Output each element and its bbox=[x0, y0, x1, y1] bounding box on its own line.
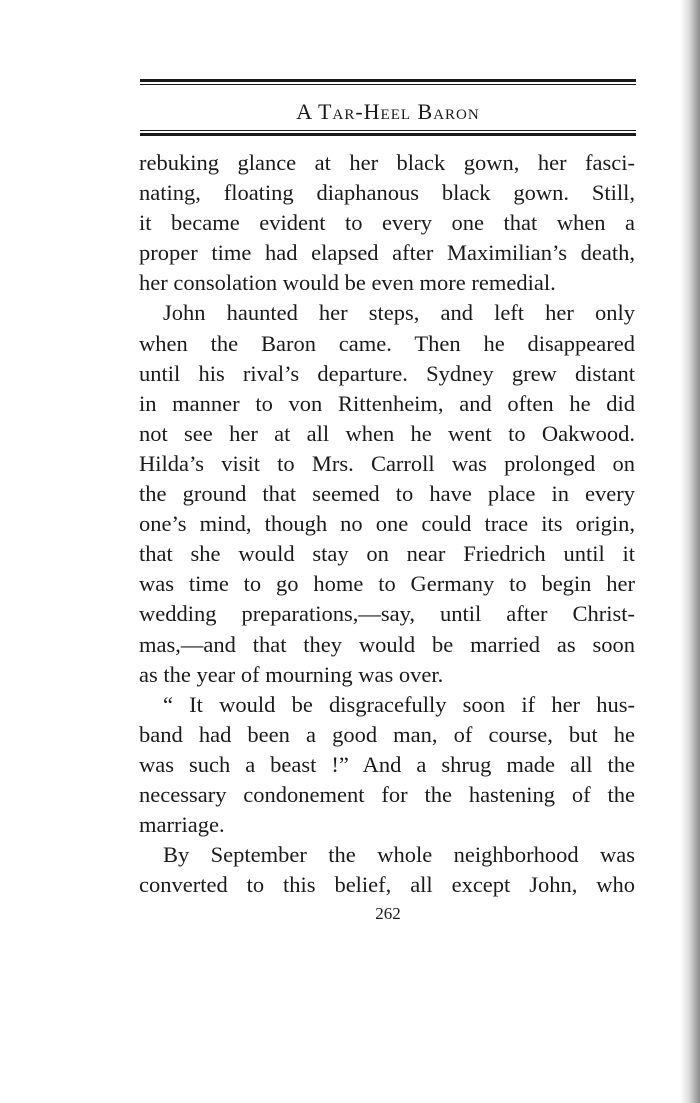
text-line: when the Baron came. Then he disappeared bbox=[139, 330, 635, 356]
text-line: not see her at all when he went to Oakwood. bbox=[139, 420, 635, 446]
text-line: necessary condonement for the hastening of the bbox=[139, 781, 635, 807]
text-line: it became evident to every one that when a bbox=[139, 210, 635, 236]
text-line: until his rival’s departure. Sydney grew distant bbox=[139, 360, 635, 386]
text-line: converted to this belief, all except John, who bbox=[139, 872, 635, 898]
page-edge-shadow bbox=[680, 0, 700, 1103]
text-line: marriage. bbox=[139, 812, 225, 838]
text-line: nating, floating diaphanous black gown. Still, bbox=[139, 180, 635, 206]
text-line: mas,—and that they would be married as soon bbox=[139, 631, 635, 657]
text-line: as the year of mourning was over. bbox=[139, 661, 444, 687]
text-line: was such a beast !” And a shrug made all the bbox=[139, 751, 635, 777]
text-line: was time to go home to Germany to begin her bbox=[139, 571, 635, 597]
text-line: band had been a good man, of course, but he bbox=[139, 721, 635, 747]
header-rule-top bbox=[140, 79, 636, 85]
text-line: John haunted her steps, and left her only bbox=[163, 300, 635, 326]
text-line: in manner to von Rittenheim, and often he did bbox=[139, 390, 635, 416]
text-line: rebuking glance at her black gown, her fasci- bbox=[139, 150, 635, 175]
text-line: By September the whole neighborhood was bbox=[163, 842, 635, 868]
running-head: A Tar-Heel Baron bbox=[296, 99, 480, 124]
text-line: Hilda’s visit to Mrs. Carroll was prolonged on bbox=[139, 450, 635, 476]
text-line: one’s mind, though no one could trace its origin, bbox=[139, 511, 635, 537]
text-line: the ground that seemed to have place in every bbox=[139, 481, 635, 507]
text-line: proper time had elapsed after Maximilian’s death, bbox=[139, 240, 635, 266]
page-number: 262 bbox=[375, 904, 401, 923]
header-rule-bottom bbox=[140, 130, 636, 136]
body-text bbox=[139, 148, 635, 900]
text-line: wedding preparations,—say, until after Christ- bbox=[139, 601, 635, 627]
text-line: that she would stay on near Friedrich until it bbox=[139, 541, 635, 567]
text-line: “ It would be disgracefully soon if her hus- bbox=[163, 691, 635, 717]
text-line: her consolation would be even more remedial. bbox=[139, 270, 556, 296]
